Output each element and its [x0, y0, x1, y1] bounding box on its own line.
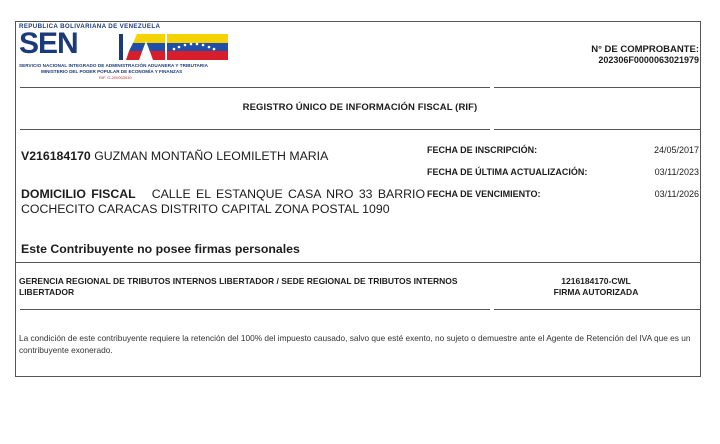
divider-title-left	[20, 129, 490, 130]
logo-ministerio: MINISTERIO DEL PODER POPULAR DE ECONOMÍA Y FINANZAS	[41, 69, 183, 74]
contribuyente-line	[21, 149, 328, 163]
firma-code: 1216184170-CWL	[561, 276, 631, 286]
comprobante-value: 202306F0000063021979	[598, 55, 699, 65]
retencion-note: La condición de este contribuyente requiere la retención del 100% del impuesto causado, salvo que esté exento, no sujeto o demuestre ante el Agente de Retención del IVA que es un contribuyente exonerado.	[19, 333, 691, 355]
logo-rif: RIF. G-200003030	[99, 75, 132, 80]
divider-gerencia-left	[20, 309, 490, 310]
gerencia-regional: GERENCIA REGIONAL DE TRIBUTOS INTERNOS LIBERTADOR / SEDE REGIONAL DE TRIBUTOS INTERNOS LIBERTADOR	[19, 276, 458, 297]
divider-title-right	[494, 129, 700, 130]
contribuyente-nombre: GUZMAN MONTAÑO LEOMILETH MARIA	[94, 149, 329, 163]
firmas-personales-text: Este Contribuyente no posee firmas personales	[21, 242, 300, 256]
logo-republica-text: REPUBLICA BOLIVARIANA DE VENEZUELA	[19, 23, 161, 30]
fecha-inscripcion-label: FECHA DE INSCRIPCIÓN:	[427, 145, 538, 155]
rif-number: V216184170	[21, 149, 91, 163]
document-title: REGISTRO ÚNICO DE INFORMACIÓN FISCAL (RIF)	[242, 102, 478, 113]
comprobante-label: N° DE COMPROBANTE:	[591, 44, 699, 55]
divider-top-left	[20, 87, 490, 88]
fecha-actualizacion-label: FECHA DE ÚLTIMA ACTUALIZACIÓN:	[427, 167, 588, 177]
fecha-vencimiento-value: 03/11/2026	[654, 189, 699, 199]
domicilio-label: DOMICILIO FISCAL	[21, 187, 136, 201]
domicilio-fiscal	[21, 187, 425, 217]
flag-icon	[119, 34, 228, 60]
fecha-actualizacion-value: 03/11/2023	[654, 167, 699, 177]
fecha-inscripcion-value: 24/05/2017	[653, 145, 699, 155]
fecha-vencimiento-label: FECHA DE VENCIMIENTO:	[427, 189, 541, 199]
domicilio-value: CALLE EL ESTANQUE CASA NRO 33 BARRIO COCHECITO CARACAS DISTRITO CAPITAL ZONA POSTAL 1090	[21, 187, 426, 216]
firma-autorizada-label: FIRMA AUTORIZADA	[553, 287, 639, 297]
divider-top-right	[494, 87, 700, 88]
logo-wordmark: SEN	[19, 27, 78, 60]
seniat-logo	[19, 23, 231, 81]
logo-seniat-fullname: SERVICIO NACIONAL INTEGRADO DE ADMINISTRACIÓN ADUANERA Y TRIBUTARIA	[19, 63, 208, 68]
divider-gerencia-right	[494, 309, 700, 310]
divider-firmas	[16, 262, 700, 263]
